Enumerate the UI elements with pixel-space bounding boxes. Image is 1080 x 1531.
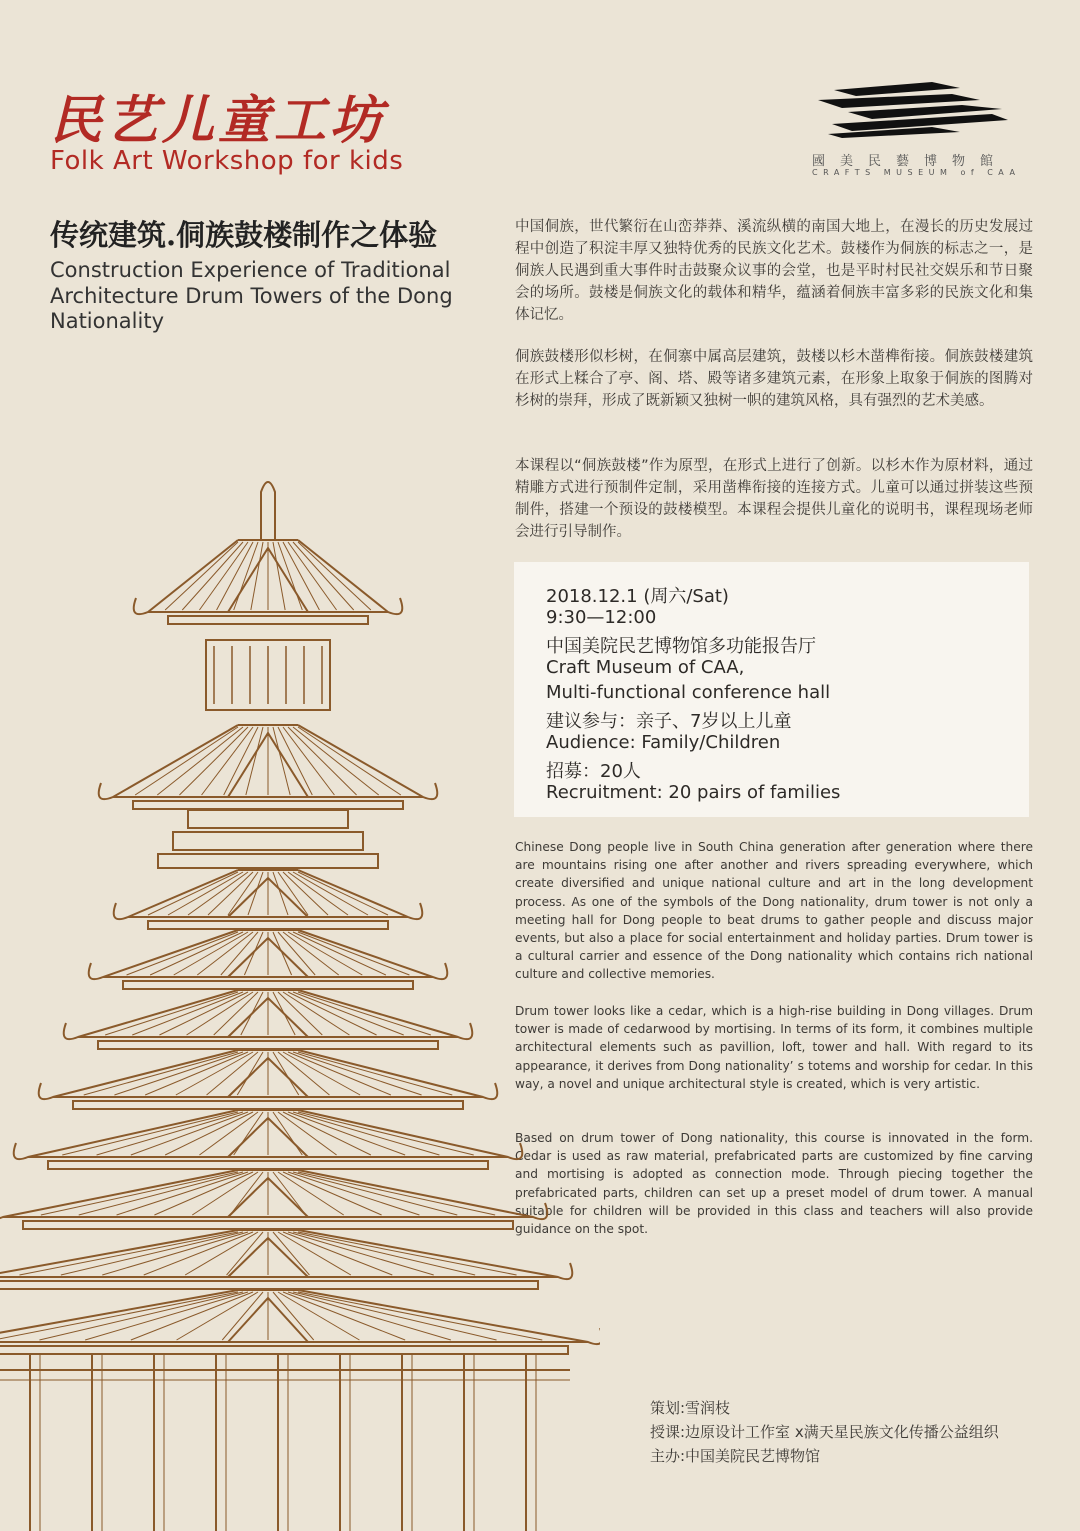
info-date: 2018.12.1 (周六/Sat) (546, 586, 729, 607)
info-venue-cn: 中国美院民艺博物馆多功能报告厅 (546, 636, 816, 657)
info-venue-en-2: Multi-functional conference hall (546, 682, 831, 703)
title-cn: 民艺儿童工坊 (50, 90, 387, 151)
info-audience-cn: 建议参与：亲子、7岁以上儿童 (546, 711, 792, 732)
drum-tower-illustration (0, 470, 600, 1531)
logo-name-cn: 國美民藝博物館 (812, 154, 1009, 169)
credit-planner: 策划:雪润枝 (650, 1399, 731, 1417)
intro-cn-paragraph-2: 侗族鼓楼形似杉树，在侗寨中属高层建筑，鼓楼以杉木凿榫衔接。侗族鼓楼建筑在形式上糅合了亭、阁、塔、殿等诸多建筑元素，在形象上取象于侗族的图腾对杉树的崇拜，形成了既新颖又独树一帜的建筑风格，具有强烈的艺术美感。 (515, 349, 1033, 409)
intro-en-paragraph-2: Drum tower looks like a cedar, which is a high-rise building in Dong villages. Drum tower is made of cedarwood by mortising. In terms of its form, it combines multiple architectural elements such as pavillion, loft, tower and hall. With regard to its appearance, it derives from Dong nationality’ s totems and worship for cedar. In this way, a novel and unique architectural style is created, which is very artistic. (515, 1004, 1033, 1091)
logo-name-en: CRAFTS MUSEUM of CAA (812, 168, 1021, 177)
info-audience-en: Audience: Family/Children (546, 732, 781, 753)
intro-en-paragraph-3: Based on drum tower of Dong nationality, this course is innovated in the form. Cedar is used as raw material, prefabricated parts are customized by fine carving and mortising is adopted as connection mode. Through piecing together the prefabricated parts, children can set up a preset model of drum tower. A manual suitable for children will be provided in this class and teachers will also provide guidance on the spot. (515, 1131, 1033, 1237)
info-recruit-cn: 招募：20人 (546, 761, 641, 782)
info-recruit-en: Recruitment: 20 pairs of families (546, 782, 841, 803)
subtitle-cn: 传统建筑.侗族鼓楼制作之体验 (50, 218, 438, 252)
intro-en-paragraph-1: Chinese Dong people live in South China generation after generation where there are mountains rising one after another and rivers spreading everywhere, which create diversified and unique national culture and art in the long development process. As one of the symbols of the Dong nationality, drum tower is not only a meeting hall for Dong people to beat drums to gather people and discuss major events, but also a place for social entertainment and holiday parties. Drum tower is a cultural carrier and essence of the Dong nationality which contains rich national culture and collective memories. (515, 840, 1033, 982)
subtitle-en: Construction Experience of Traditional Architecture Drum Towers of the Dong Nationality (50, 258, 453, 333)
credit-lecturer: 授课:边原设计工作室 x满天星民族文化传播公益组织 (650, 1423, 999, 1441)
credit-host: 主办:中国美院民艺博物馆 (650, 1447, 821, 1465)
info-time: 9:30—12:00 (546, 607, 657, 628)
intro-cn-paragraph-1: 中国侗族，世代繁衍在山峦莽莽、溪流纵横的南国大地上，在漫长的历史发展过程中创造了积淀丰厚又独特优秀的民族文化艺术。鼓楼作为侗族的标志之一，是侗族人民遇到重大事件时击鼓聚众议事的会堂，也是平时村民社交娱乐和节日聚会的场所。鼓楼是侗族文化的载体和精华，蕴涵着侗族丰富多彩的民族文化和集体记忆。 (515, 219, 1033, 323)
title-en: Folk Art Workshop for kids (50, 146, 404, 176)
info-venue-en-1: Craft Museum of CAA, (546, 657, 745, 678)
intro-cn-paragraph-3: 本课程以“侗族鼓楼”作为原型，在形式上进行了创新。以杉木作为原材料，通过精雕方式进行预制件定制，采用凿榫衔接的连接方式。儿童可以通过拼装这些预制件，搭建一个预设的鼓楼模型。本课程会提供儿童化的说明书，课程现场老师会进行引导制作。 (515, 458, 1033, 540)
